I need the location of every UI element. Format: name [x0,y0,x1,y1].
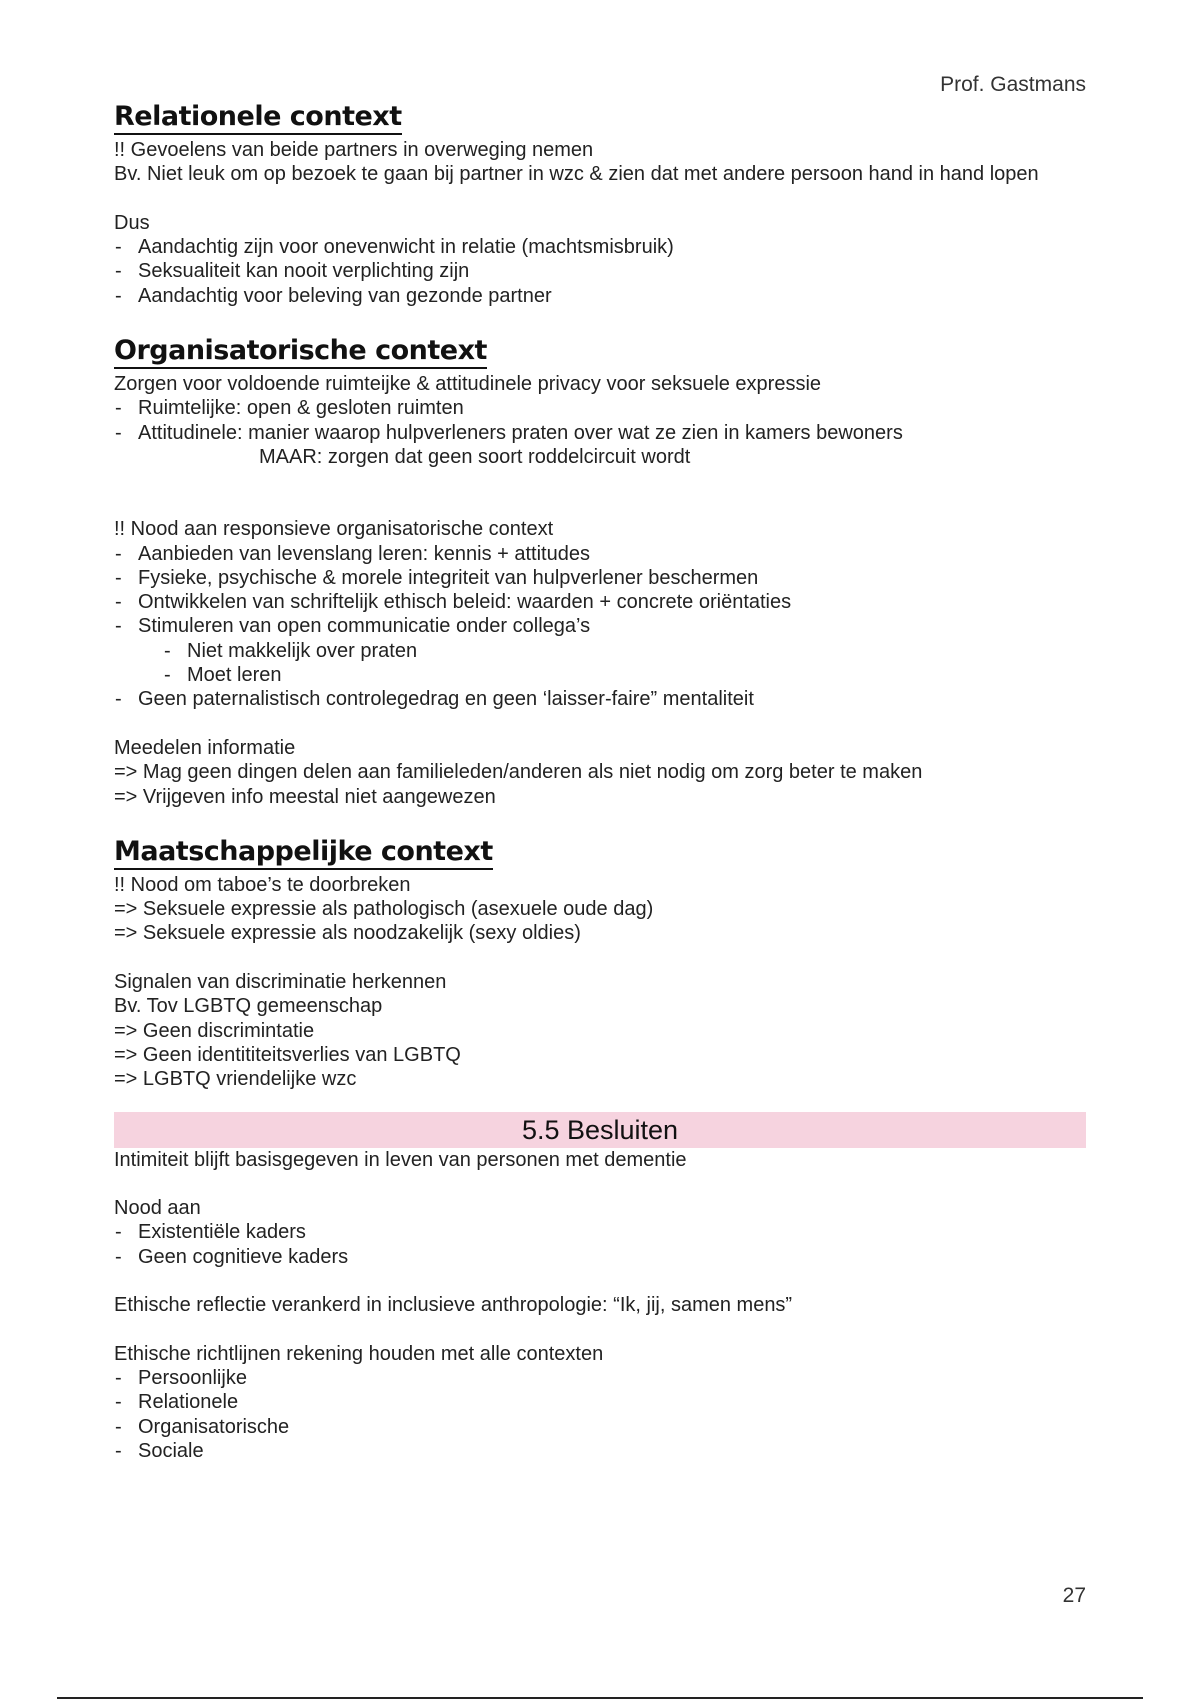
conclusion-guideline-list [114,1366,1086,1463]
list-item: - Moet leren [114,663,1086,687]
organisational-maar-note: MAAR: zorgen dat geen soort roddelcircuit wordt [259,445,691,468]
organisational-privacy-list [114,396,1086,445]
list-item: - Attitudinele: manier waarop hulpverleners praten over wat ze zien in kamers bewoners [114,421,1086,445]
section-relational-context [114,102,1086,308]
list-item: - Geen paternalistisch controlegedrag en geen ‘laisser-faire” mentaliteit [114,687,1086,711]
list-item: - Ruimtelijke: open & gesloten ruimten [114,396,1086,420]
societal-signal-line: => Geen identititeitsverlies van LGBTQ [114,1043,461,1066]
list-item: - Relationele [114,1390,1086,1414]
organisational-need-list [114,542,1086,639]
heading-organisational-context: Organisatorische context [114,336,487,369]
info-line: => Vrijgeven info meestal niet aangewezen [114,785,496,808]
societal-line: !! Nood om taboe’s te doorbreken [114,873,411,896]
list-item: - Niet makkelijk over praten [114,639,1086,663]
list-item: - Geen cognitieve kaders [114,1245,1086,1269]
list-item: - Persoonlijke [114,1366,1086,1390]
organisational-sub-list [114,639,1086,688]
relational-dus: Dus [114,211,150,234]
societal-signal-line: Bv. Tov LGBTQ gemeenschap [114,995,383,1018]
list-item: - Aandachtig zijn voor onevenwicht in relatie (machtsmisbruik) [114,235,1086,259]
list-item: - Ontwikkelen van schriftelijk ethisch beleid: waarden + concrete oriëntaties [114,590,1086,614]
societal-line: => Seksuele expressie als noodzakelijk (sexy oldies) [114,922,581,945]
section-societal-context [114,837,1086,1092]
heading-societal-context: Maatschappelijke context [114,837,493,870]
conclusion-need-list [114,1220,1086,1269]
section-conclusion [114,1112,1086,1464]
organisational-intro: Zorgen voor voldoende ruimteijke & attitudinele privacy voor seksuele expressie [114,373,822,396]
societal-signal-line: => Geen discrimintatie [114,1019,315,1042]
list-item: - Organisatorische [114,1415,1086,1439]
info-title: Meedelen informatie [114,736,296,759]
section-title-bar: 5.5 Besluiten [114,1112,1086,1148]
heading-relational-context: Relationele context [114,102,402,135]
conclusion-line-1: Intimiteit blijft basisgegeven in leven van personen met dementie [114,1148,687,1171]
list-item: - Sociale [114,1439,1086,1463]
societal-signal-line: Signalen van discriminatie herkennen [114,971,447,994]
relational-line-1: !! Gevoelens van beide partners in overweging nemen [114,139,594,161]
section-organisational-context [114,336,1086,809]
page-number: 27 [1062,1584,1086,1607]
list-item: - Seksualiteit kan nooit verplichting zijn [114,259,1086,283]
relational-line-2: Bv. Niet leuk om op bezoek te gaan bij partner in wzc & zien dat met andere persoon hand in hand lopen [114,163,1039,186]
relational-list [114,235,1086,308]
info-line: => Mag geen dingen delen aan familieleden/anderen als niet nodig om zorg beter te maken [114,761,923,784]
list-item: - Existentiële kaders [114,1220,1086,1244]
societal-signal-line: => LGBTQ vriendelijke wzc [114,1068,357,1091]
conclusion-need: Nood aan [114,1197,201,1220]
document-page [114,68,1086,1463]
footer-divider [57,1697,1143,1699]
organisational-last-list [114,687,1086,711]
list-item: - Stimuleren van open communicatie onder collega’s [114,614,1086,638]
conclusion-ethics: Ethische reflectie verankerd in inclusieve anthropologie: “Ik, jij, samen mens” [114,1294,793,1317]
running-header-author: Prof. Gastmans [940,73,1086,96]
list-item: - Aanbieden van levenslang leren: kennis + attitudes [114,542,1086,566]
organisational-need: !! Nood aan responsieve organisatorische context [114,518,554,541]
societal-line: => Seksuele expressie als pathologisch (asexuele oude dag) [114,898,654,921]
conclusion-guidelines: Ethische richtlijnen rekening houden met alle contexten [114,1342,604,1365]
list-item: - Fysieke, psychische & morele integriteit van hulpverlener beschermen [114,566,1086,590]
list-item: - Aandachtig voor beleving van gezonde partner [114,284,1086,308]
